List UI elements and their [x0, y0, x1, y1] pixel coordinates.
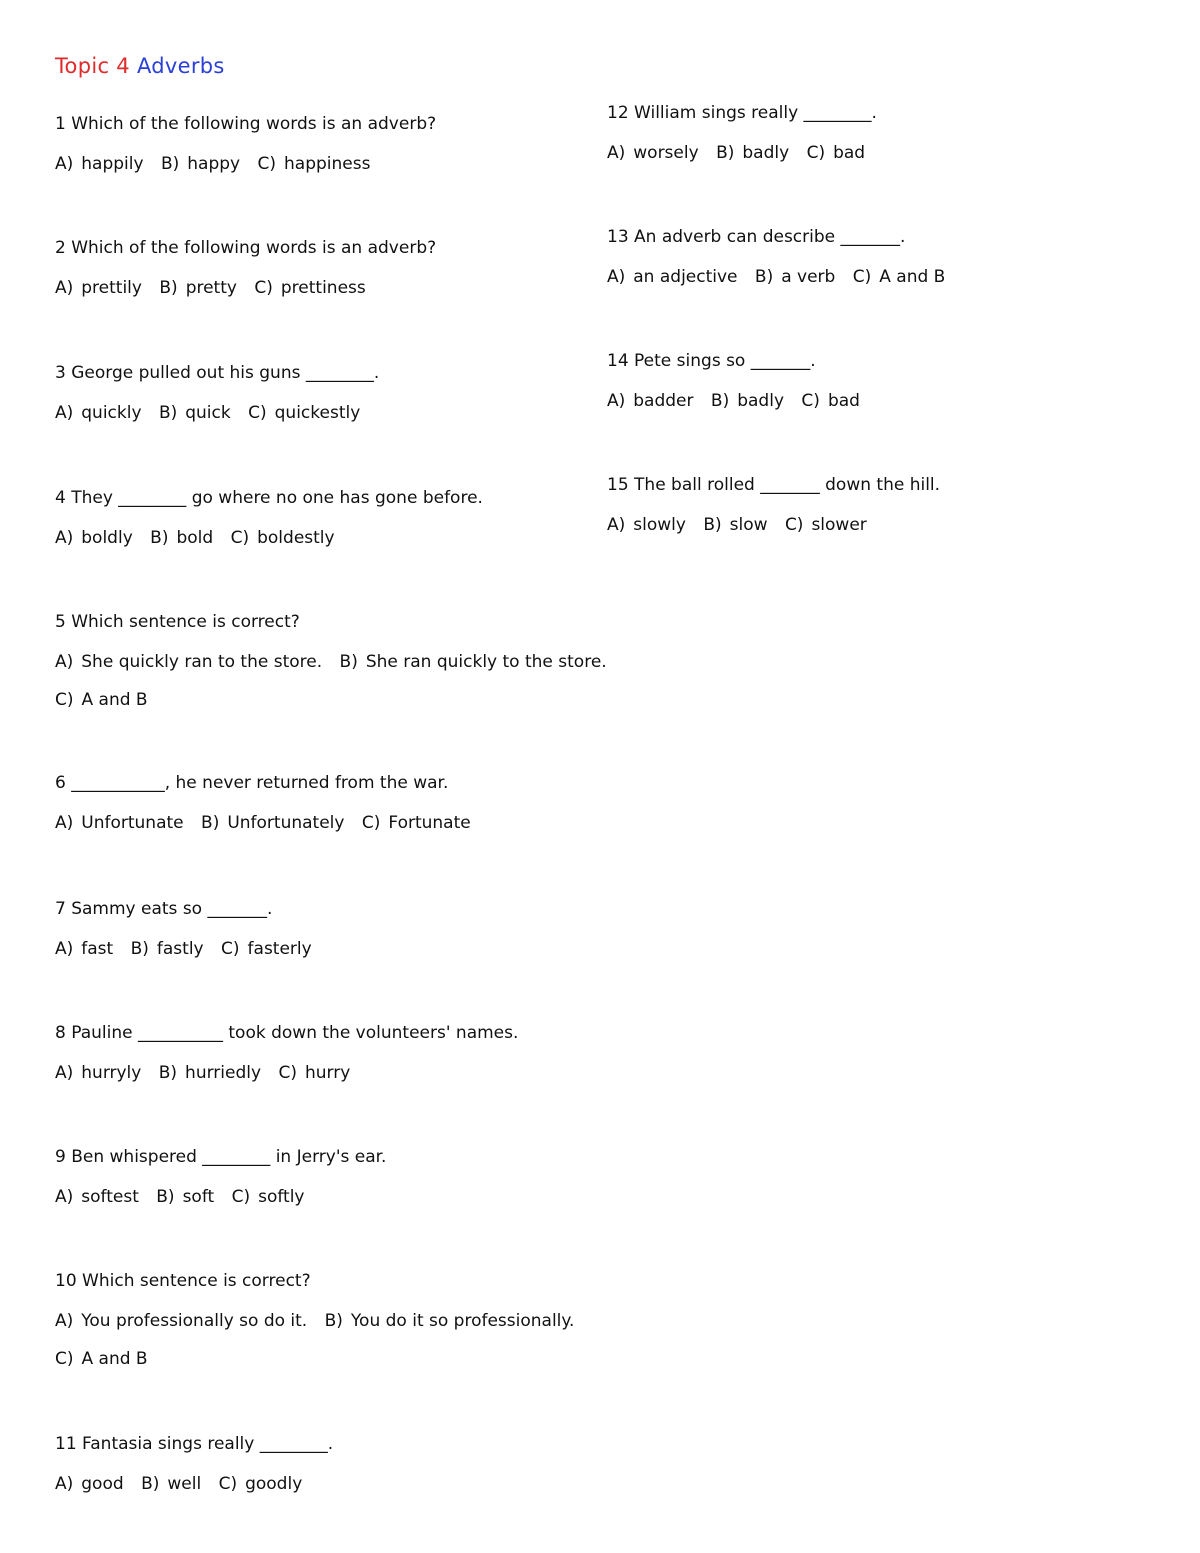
option-letter: B) [339, 652, 358, 672]
answer-options [55, 402, 379, 424]
option-text: Fortunate [388, 813, 471, 833]
option-letter: C) [254, 278, 273, 298]
option-letter: C) [278, 1063, 297, 1083]
option-a [55, 1473, 124, 1495]
option-c [801, 390, 860, 412]
answer-options [607, 514, 940, 536]
option-c [248, 402, 360, 424]
option-letter: B) [158, 1063, 178, 1083]
option-text: A and B [81, 690, 148, 710]
question-6 [55, 772, 483, 834]
option-letter: C) [231, 1187, 251, 1207]
option-letter: B) [130, 939, 149, 959]
option-text: badly [742, 143, 790, 163]
option-a [607, 514, 686, 536]
option-text: a verb [781, 267, 836, 287]
option-text: good [81, 1474, 124, 1494]
option-text: softest [81, 1187, 139, 1207]
question-stem: 5 Which sentence is correct? [55, 612, 300, 632]
answer-options [55, 1186, 386, 1208]
option-text: happiness [284, 154, 371, 174]
option-text: She ran quickly to the store. [365, 652, 607, 672]
option-c [221, 938, 312, 960]
option-b [141, 1473, 201, 1495]
option-letter: C) [257, 154, 277, 174]
question-stem: 14 Pete sings so _______. [607, 351, 816, 371]
option-letter: A) [55, 1311, 74, 1331]
option-letter: A) [55, 278, 74, 298]
option-c [278, 1062, 350, 1084]
option-text: goodly [245, 1474, 303, 1494]
option-a [55, 1062, 141, 1084]
option-b [711, 390, 784, 412]
option-letter: B) [716, 143, 735, 163]
option-letter: B) [159, 278, 178, 298]
option-text: quickly [81, 403, 142, 423]
option-a [55, 812, 184, 834]
option-c [853, 266, 946, 288]
option-text: quickestly [274, 403, 361, 423]
answer-options [607, 266, 957, 288]
title-topic: Topic 4 [55, 54, 130, 78]
option-b [161, 153, 240, 175]
option-b [340, 651, 607, 673]
option-c [258, 153, 371, 175]
option-letter: A) [55, 1187, 74, 1207]
option-c [785, 514, 867, 536]
option-letter: B) [160, 154, 180, 174]
option-text: happily [81, 154, 144, 174]
option-letter: A) [607, 391, 626, 411]
answer-options [607, 390, 872, 412]
option-letter: A) [55, 1063, 74, 1083]
option-b [755, 266, 835, 288]
option-text: worsely [633, 143, 699, 163]
option-letter: A) [55, 652, 74, 672]
option-letter: C) [55, 690, 74, 710]
option-text: fasterly [247, 939, 312, 959]
option-letter: C) [784, 515, 804, 535]
option-text: bad [827, 391, 860, 411]
option-letter: C) [230, 528, 250, 548]
option-a [55, 1310, 307, 1332]
question-1 [55, 113, 436, 175]
option-a [55, 651, 322, 673]
option-letter: B) [703, 515, 722, 535]
option-b [703, 514, 767, 536]
option-letter: A) [607, 515, 626, 535]
option-text: bold [176, 528, 214, 548]
option-text: hurriedly [185, 1063, 262, 1083]
question-stem: 2 Which of the following words is an adverb? [55, 238, 437, 258]
option-letter: A) [607, 143, 626, 163]
question-3 [55, 362, 379, 424]
option-a [607, 390, 694, 412]
option-letter: A) [55, 813, 74, 833]
option-letter: A) [55, 528, 74, 548]
question-11 [55, 1433, 333, 1495]
question-15 [607, 474, 940, 536]
option-letter: A) [607, 267, 626, 287]
option-b [159, 277, 237, 299]
option-letter: A) [55, 403, 74, 423]
answer-options-continued [55, 1348, 586, 1370]
question-8 [55, 1022, 518, 1084]
option-b [159, 1062, 261, 1084]
option-text: pretty [185, 278, 237, 298]
option-letter: C) [55, 1349, 74, 1369]
option-c [219, 1473, 303, 1495]
option-c [231, 527, 335, 549]
option-text: prettily [81, 278, 142, 298]
question-5 [55, 611, 619, 711]
option-b [131, 938, 204, 960]
option-text: soft [182, 1187, 215, 1207]
option-a [55, 527, 133, 549]
option-a [55, 277, 142, 299]
option-a [55, 153, 144, 175]
question-10 [55, 1270, 586, 1370]
answer-options [55, 1473, 333, 1495]
option-letter: C) [218, 1474, 238, 1494]
option-text: You professionally so do it. [81, 1311, 308, 1331]
option-letter: A) [55, 1474, 74, 1494]
option-text: boldly [81, 528, 133, 548]
option-c [55, 1348, 148, 1370]
option-text: fast [81, 939, 114, 959]
question-stem: 13 An adverb can describe _______. [607, 227, 906, 247]
option-text: quick [185, 403, 231, 423]
option-text: softly [258, 1187, 305, 1207]
option-letter: B) [150, 528, 169, 548]
question-2 [55, 237, 436, 299]
option-c [254, 277, 365, 299]
option-c [807, 142, 866, 164]
option-text: hurryly [81, 1063, 142, 1083]
question-13 [607, 226, 957, 288]
option-c [55, 689, 148, 711]
option-letter: C) [801, 391, 820, 411]
option-letter: C) [361, 813, 381, 833]
option-text: prettiness [280, 278, 366, 298]
option-text: She quickly ran to the store. [81, 652, 323, 672]
question-7 [55, 898, 324, 960]
option-a [607, 266, 738, 288]
option-text: A and B [879, 267, 946, 287]
option-a [607, 142, 699, 164]
option-text: Unfortunate [81, 813, 184, 833]
answer-options [55, 527, 483, 549]
question-stem: 1 Which of the following words is an adverb? [55, 114, 437, 134]
option-text: slowly [633, 515, 686, 535]
option-text: bad [833, 143, 866, 163]
option-a [55, 938, 113, 960]
option-text: happy [187, 154, 241, 174]
option-text: slow [729, 515, 768, 535]
option-b [325, 1310, 575, 1332]
option-letter: C) [852, 267, 872, 287]
option-letter: B) [754, 267, 774, 287]
answer-options [607, 142, 877, 164]
option-b [716, 142, 789, 164]
question-stem: 15 The ball rolled _______ down the hill. [607, 475, 941, 495]
option-letter: B) [156, 1187, 175, 1207]
option-letter: B) [324, 1311, 343, 1331]
option-text: badder [633, 391, 694, 411]
question-12 [607, 102, 877, 164]
answer-options [55, 1310, 586, 1332]
answer-options [55, 651, 619, 673]
answer-options [55, 277, 436, 299]
option-text: Unfortunately [227, 813, 345, 833]
option-letter: B) [141, 1474, 160, 1494]
question-stem: 4 They ________ go where no one has gone before. [55, 488, 483, 508]
answer-options [55, 938, 324, 960]
option-text: fastly [156, 939, 204, 959]
page-title [55, 54, 225, 78]
title-subject: Adverbs [136, 54, 225, 78]
question-14 [607, 350, 872, 412]
question-stem: 9 Ben whispered ________ in Jerry's ear. [55, 1147, 387, 1167]
option-letter: C) [248, 403, 267, 423]
answer-options [55, 153, 436, 175]
option-letter: A) [55, 939, 74, 959]
option-text: hurry [304, 1063, 351, 1083]
question-stem: 10 Which sentence is correct? [55, 1271, 311, 1291]
option-b [150, 527, 213, 549]
option-b [159, 402, 231, 424]
option-b [156, 1186, 214, 1208]
option-text: A and B [81, 1349, 148, 1369]
option-letter: B) [201, 813, 220, 833]
question-4 [55, 487, 483, 549]
question-stem: 8 Pauline __________ took down the volunteers' names. [55, 1023, 519, 1043]
answer-options [55, 1062, 518, 1084]
option-letter: B) [710, 391, 730, 411]
option-a [55, 402, 142, 424]
option-a [55, 1186, 139, 1208]
option-letter: B) [158, 403, 178, 423]
question-stem: 7 Sammy eats so _______. [55, 899, 273, 919]
option-c [362, 812, 471, 834]
option-letter: A) [55, 154, 74, 174]
option-text: You do it so professionally. [350, 1311, 575, 1331]
option-letter: C) [806, 143, 826, 163]
question-stem: 12 William sings really ________. [607, 103, 877, 123]
question-stem: 11 Fantasia sings really ________. [55, 1434, 334, 1454]
option-b [201, 812, 344, 834]
answer-options [55, 812, 483, 834]
option-c [232, 1186, 305, 1208]
option-letter: C) [221, 939, 240, 959]
option-text: an adjective [633, 267, 738, 287]
option-text: well [167, 1474, 202, 1494]
option-text: slower [811, 515, 867, 535]
option-text: boldestly [257, 528, 335, 548]
question-stem: 6 ___________, he never returned from the war. [55, 773, 449, 793]
option-text: badly [737, 391, 785, 411]
question-stem: 3 George pulled out his guns ________. [55, 363, 380, 383]
question-9 [55, 1146, 386, 1208]
answer-options-continued [55, 689, 619, 711]
